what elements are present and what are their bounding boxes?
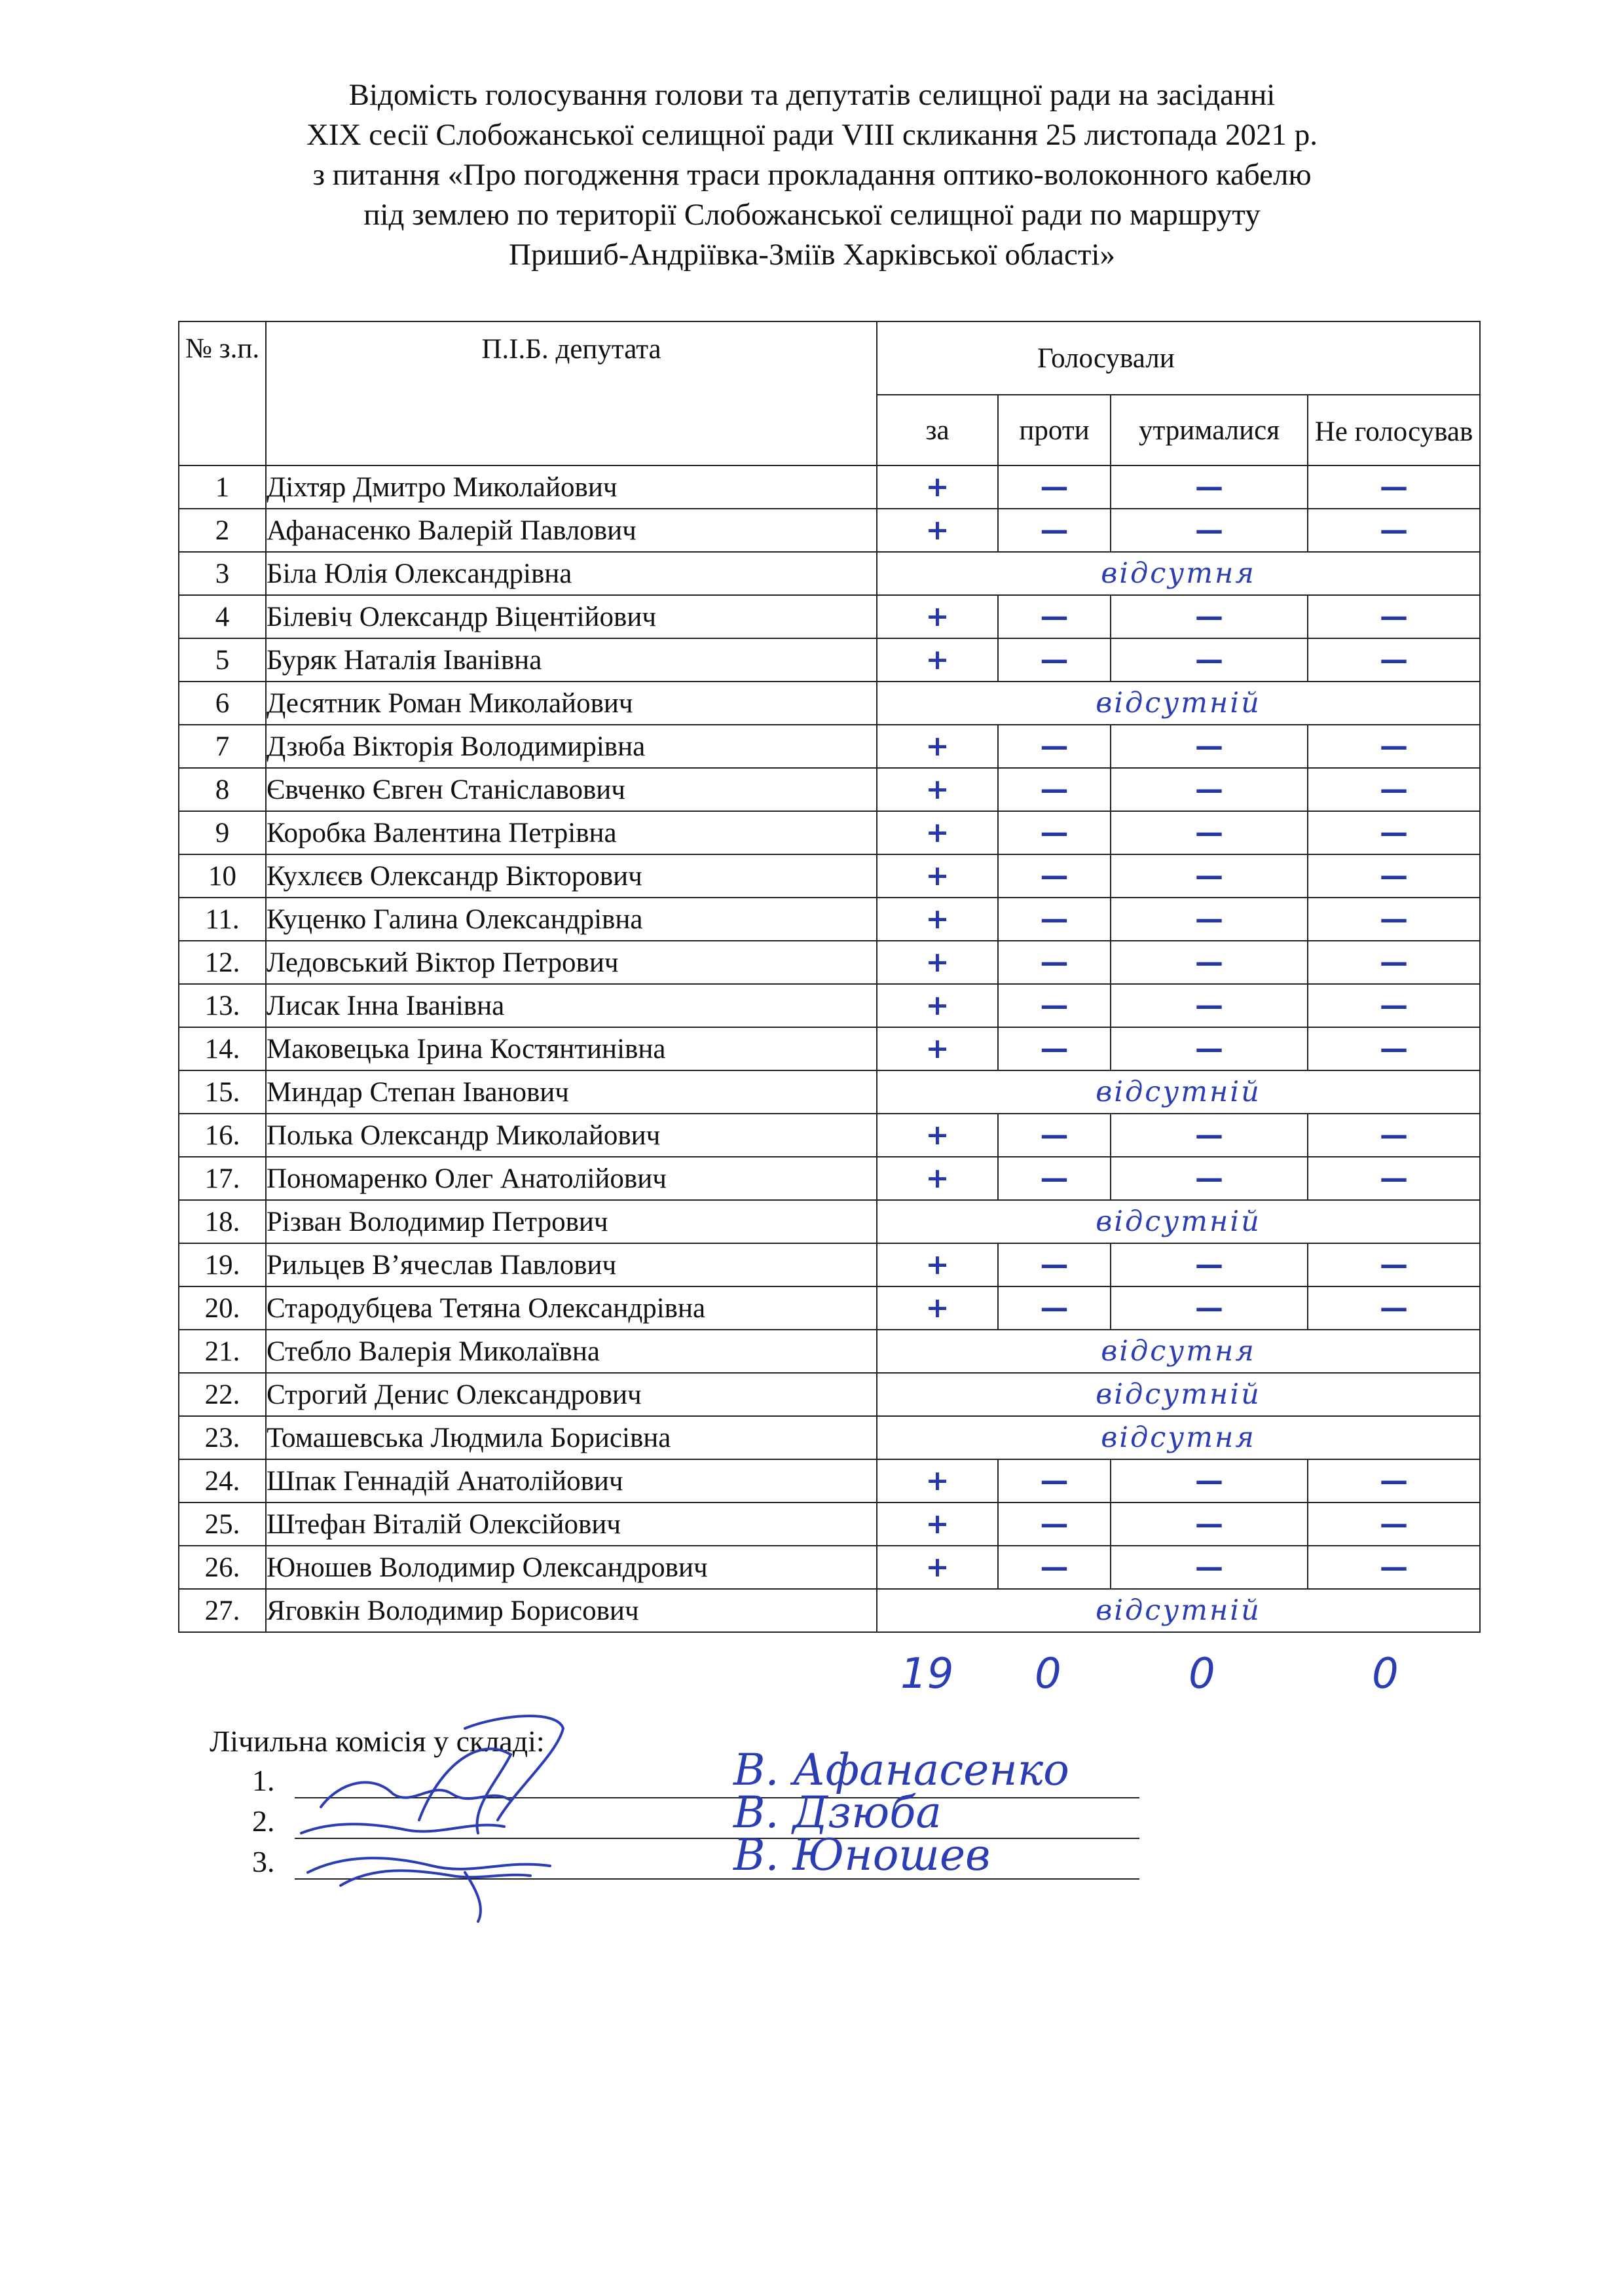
row-number: 5 xyxy=(179,638,266,682)
deputy-name: Штефан Віталій Олексійович xyxy=(266,1503,877,1546)
vote-mark-for: + xyxy=(877,1503,998,1546)
table-row xyxy=(179,1546,1480,1589)
vote-mark-abstained: — xyxy=(1111,898,1308,941)
table-row xyxy=(179,465,1480,509)
table-row xyxy=(179,1373,1480,1416)
table-row xyxy=(179,552,1480,595)
deputy-name: Шпак Геннадій Анатолійович xyxy=(266,1459,877,1503)
vote-mark-not-voted: — xyxy=(1308,941,1480,984)
deputy-name: Буряк Наталія Іванівна xyxy=(266,638,877,682)
vote-mark-for: + xyxy=(877,1157,998,1200)
row-number: 26. xyxy=(179,1546,266,1589)
row-number: 22. xyxy=(179,1373,266,1416)
vote-mark-against: — xyxy=(998,1157,1111,1200)
deputy-name: Коробка Валентина Петрівна xyxy=(266,811,877,854)
vote-mark-against: — xyxy=(998,1286,1111,1330)
vote-mark-abstained: — xyxy=(1111,1157,1308,1200)
vote-mark-not-voted: — xyxy=(1308,1243,1480,1286)
vote-mark-for: + xyxy=(877,811,998,854)
vote-mark-against: — xyxy=(998,1546,1111,1589)
vote-mark-against: — xyxy=(998,1243,1111,1286)
deputy-name: Пономаренко Олег Анатолійович xyxy=(266,1157,877,1200)
row-number: 3 xyxy=(179,552,266,595)
header-abstained: утрималися xyxy=(1111,395,1308,465)
document-title xyxy=(164,75,1460,275)
deputy-name: Полька Олександр Миколайович xyxy=(266,1114,877,1157)
deputy-name: Строгий Денис Олександрович xyxy=(266,1373,877,1416)
vote-mark-not-voted: — xyxy=(1308,768,1480,811)
deputy-name: Маковецька Ірина Костянтинівна xyxy=(266,1027,877,1070)
vote-mark-not-voted: — xyxy=(1308,465,1480,509)
deputy-name: Євченко Євген Станіславович xyxy=(266,768,877,811)
row-number: 10 xyxy=(179,854,266,898)
vote-mark-not-voted: — xyxy=(1308,898,1480,941)
table-row xyxy=(179,941,1480,984)
deputy-name: Рильцев В’ячеслав Павлович xyxy=(266,1243,877,1286)
vote-mark-against: — xyxy=(998,1027,1111,1070)
vote-mark-for: + xyxy=(877,854,998,898)
table-row xyxy=(179,1200,1480,1243)
deputy-name: Різван Володимир Петрович xyxy=(266,1200,877,1243)
title-line: Відомість голосування голови та депутатів селищної ради на засіданні xyxy=(348,78,1276,112)
vote-mark-against: — xyxy=(998,638,1111,682)
commission-number: 3. xyxy=(252,1845,275,1878)
deputy-name: Стебло Валерія Миколаївна xyxy=(266,1330,877,1373)
vote-mark-abstained: — xyxy=(1111,854,1308,898)
row-number: 13. xyxy=(179,984,266,1027)
vote-mark-abstained: — xyxy=(1111,1459,1308,1503)
vote-mark-against: — xyxy=(998,465,1111,509)
vote-mark-abstained: — xyxy=(1111,1503,1308,1546)
deputy-name: Миндар Степан Іванович xyxy=(266,1070,877,1114)
deputy-name: Десятник Роман Миколайович xyxy=(266,682,877,725)
voting-table xyxy=(178,321,1481,1633)
vote-mark-against: — xyxy=(998,811,1111,854)
row-number: 25. xyxy=(179,1503,266,1546)
vote-mark-for: + xyxy=(877,638,998,682)
table-row xyxy=(179,1503,1480,1546)
vote-mark-for: + xyxy=(877,465,998,509)
commission-title: Лічильна комісія у складі: xyxy=(210,1724,545,1758)
vote-mark-not-voted: — xyxy=(1308,984,1480,1027)
vote-mark-against: — xyxy=(998,898,1111,941)
vote-mark-abstained: — xyxy=(1111,768,1308,811)
deputy-name: Ледовський Віктор Петрович xyxy=(266,941,877,984)
vote-mark-abstained: — xyxy=(1111,811,1308,854)
vote-mark-against: — xyxy=(998,854,1111,898)
deputy-name: Яговкін Володимир Борисович xyxy=(266,1589,877,1632)
vote-mark-abstained: — xyxy=(1111,941,1308,984)
vote-mark-against: — xyxy=(998,1503,1111,1546)
vote-mark-not-voted: — xyxy=(1308,725,1480,768)
table-row xyxy=(179,1459,1480,1503)
table-row xyxy=(179,1416,1480,1459)
absent-note: відсутня xyxy=(877,552,1480,595)
header-for: за xyxy=(877,395,998,465)
vote-mark-abstained: — xyxy=(1111,465,1308,509)
absent-note: відсутній xyxy=(877,1373,1480,1416)
title-line: під землею по території Слобожанської селищної ради по маршруту xyxy=(363,198,1261,232)
row-number: 23. xyxy=(179,1416,266,1459)
vote-mark-for: + xyxy=(877,509,998,552)
title-line: ХІХ сесії Слобожанської селищної ради VIII скликання 25 листопада 2021 р. xyxy=(306,118,1318,152)
table-row xyxy=(179,1330,1480,1373)
vote-mark-for: + xyxy=(877,1114,998,1157)
vote-mark-abstained: — xyxy=(1111,1114,1308,1157)
table-row xyxy=(179,811,1480,854)
vote-mark-for: + xyxy=(877,1459,998,1503)
deputy-name: Стародубцева Тетяна Олександрівна xyxy=(266,1286,877,1330)
commission-number: 2. xyxy=(252,1804,275,1838)
row-number: 11. xyxy=(179,898,266,941)
vote-mark-not-voted: — xyxy=(1308,811,1480,854)
vote-mark-for: + xyxy=(877,725,998,768)
row-number: 1 xyxy=(179,465,266,509)
deputy-name: Дзюба Вікторія Володимирівна xyxy=(266,725,877,768)
vote-mark-not-voted: — xyxy=(1308,638,1480,682)
vote-mark-abstained: — xyxy=(1111,595,1308,638)
table-row xyxy=(179,1070,1480,1114)
deputy-name: Афанасенко Валерій Павлович xyxy=(266,509,877,552)
vote-mark-against: — xyxy=(998,595,1111,638)
table-row xyxy=(179,1114,1480,1157)
absent-note: відсутній xyxy=(877,1589,1480,1632)
vote-mark-against: — xyxy=(998,768,1111,811)
vote-mark-not-voted: — xyxy=(1308,854,1480,898)
table-row xyxy=(179,898,1480,941)
vote-mark-abstained: — xyxy=(1111,1546,1308,1589)
row-number: 4 xyxy=(179,595,266,638)
vote-mark-for: + xyxy=(877,1546,998,1589)
total-against: 0 xyxy=(1035,1650,1061,1698)
vote-mark-not-voted: — xyxy=(1308,1286,1480,1330)
row-number: 16. xyxy=(179,1114,266,1157)
header-not-voted: Не голосував xyxy=(1308,395,1480,465)
vote-mark-against: — xyxy=(998,509,1111,552)
table-row xyxy=(179,1243,1480,1286)
handwritten-signatures xyxy=(282,1709,688,1925)
vote-mark-abstained: — xyxy=(1111,638,1308,682)
table-row xyxy=(179,1286,1480,1330)
vote-mark-for: + xyxy=(877,1027,998,1070)
table-row xyxy=(179,854,1480,898)
vote-mark-against: — xyxy=(998,941,1111,984)
row-number: 6 xyxy=(179,682,266,725)
row-number: 27. xyxy=(179,1589,266,1632)
vote-mark-against: — xyxy=(998,1459,1111,1503)
vote-mark-abstained: — xyxy=(1111,1243,1308,1286)
vote-mark-not-voted: — xyxy=(1308,1114,1480,1157)
absent-note: відсутній xyxy=(877,1070,1480,1114)
row-number: 7 xyxy=(179,725,266,768)
vote-mark-for: + xyxy=(877,768,998,811)
row-number: 20. xyxy=(179,1286,266,1330)
table-row xyxy=(179,768,1480,811)
row-number: 24. xyxy=(179,1459,266,1503)
vote-mark-against: — xyxy=(998,1114,1111,1157)
commission-member-name: В. Юношев xyxy=(733,1830,991,1880)
absent-note: відсутня xyxy=(877,1416,1480,1459)
header-voted: Голосували xyxy=(998,321,1480,395)
vote-mark-abstained: — xyxy=(1111,509,1308,552)
table-row xyxy=(179,1157,1480,1200)
vote-mark-not-voted: — xyxy=(1308,1027,1480,1070)
commission-member-name: В. Афанасенко xyxy=(733,1745,1069,1795)
row-number: 14. xyxy=(179,1027,266,1070)
vote-mark-not-voted: — xyxy=(1308,1503,1480,1546)
header-name: П.І.Б. депутата xyxy=(266,321,877,465)
commission-member-name: В. Дзюба xyxy=(733,1787,942,1838)
deputy-name: Юношев Володимир Олександрович xyxy=(266,1546,877,1589)
vote-mark-for: + xyxy=(877,595,998,638)
absent-note: відсутня xyxy=(877,1330,1480,1373)
table-row xyxy=(179,1589,1480,1632)
absent-note: відсутній xyxy=(877,682,1480,725)
row-number: 2 xyxy=(179,509,266,552)
header-number: № з.п. xyxy=(179,321,266,465)
table-row xyxy=(179,682,1480,725)
vote-mark-not-voted: — xyxy=(1308,1459,1480,1503)
deputy-name: Куценко Галина Олександрівна xyxy=(266,898,877,941)
table-row xyxy=(179,509,1480,552)
vote-mark-for: + xyxy=(877,941,998,984)
vote-mark-not-voted: — xyxy=(1308,1157,1480,1200)
vote-mark-not-voted: — xyxy=(1308,1546,1480,1589)
row-number: 12. xyxy=(179,941,266,984)
deputy-name: Білевіч Олександр Віцентійович xyxy=(266,595,877,638)
total-not-voted: 0 xyxy=(1372,1650,1399,1698)
title-line: Пришиб-Андріївка-Зміїв Харківської області» xyxy=(509,238,1115,272)
vote-mark-abstained: — xyxy=(1111,1286,1308,1330)
table-row xyxy=(179,725,1480,768)
deputy-name: Лисак Інна Іванівна xyxy=(266,984,877,1027)
deputy-name: Томашевська Людмила Борисівна xyxy=(266,1416,877,1459)
vote-mark-abstained: — xyxy=(1111,984,1308,1027)
table-row xyxy=(179,984,1480,1027)
commission-number: 1. xyxy=(252,1764,275,1797)
vote-mark-abstained: — xyxy=(1111,725,1308,768)
row-number: 19. xyxy=(179,1243,266,1286)
vote-mark-abstained: — xyxy=(1111,1027,1308,1070)
vote-mark-against: — xyxy=(998,984,1111,1027)
table-row xyxy=(179,638,1480,682)
vote-mark-not-voted: — xyxy=(1308,595,1480,638)
total-for: 19 xyxy=(900,1650,954,1698)
table-row xyxy=(179,595,1480,638)
vote-mark-for: + xyxy=(877,1286,998,1330)
row-number: 18. xyxy=(179,1200,266,1243)
row-number: 21. xyxy=(179,1330,266,1373)
header-against: проти xyxy=(998,395,1111,465)
table-row xyxy=(179,1027,1480,1070)
title-line: з питання «Про погодження траси прокладання оптико-волоконного кабелю xyxy=(312,158,1312,192)
vote-mark-against: — xyxy=(998,725,1111,768)
deputy-name: Кухлєєв Олександр Вікторович xyxy=(266,854,877,898)
deputy-name: Діхтяр Дмитро Миколайович xyxy=(266,465,877,509)
row-number: 8 xyxy=(179,768,266,811)
row-number: 17. xyxy=(179,1157,266,1200)
vote-mark-for: + xyxy=(877,984,998,1027)
row-number: 15. xyxy=(179,1070,266,1114)
vote-mark-for: + xyxy=(877,898,998,941)
row-number: 9 xyxy=(179,811,266,854)
vote-mark-not-voted: — xyxy=(1308,509,1480,552)
total-abstained: 0 xyxy=(1189,1650,1215,1698)
absent-note: відсутній xyxy=(877,1200,1480,1243)
vote-mark-for: + xyxy=(877,1243,998,1286)
deputy-name: Біла Юлія Олександрівна xyxy=(266,552,877,595)
